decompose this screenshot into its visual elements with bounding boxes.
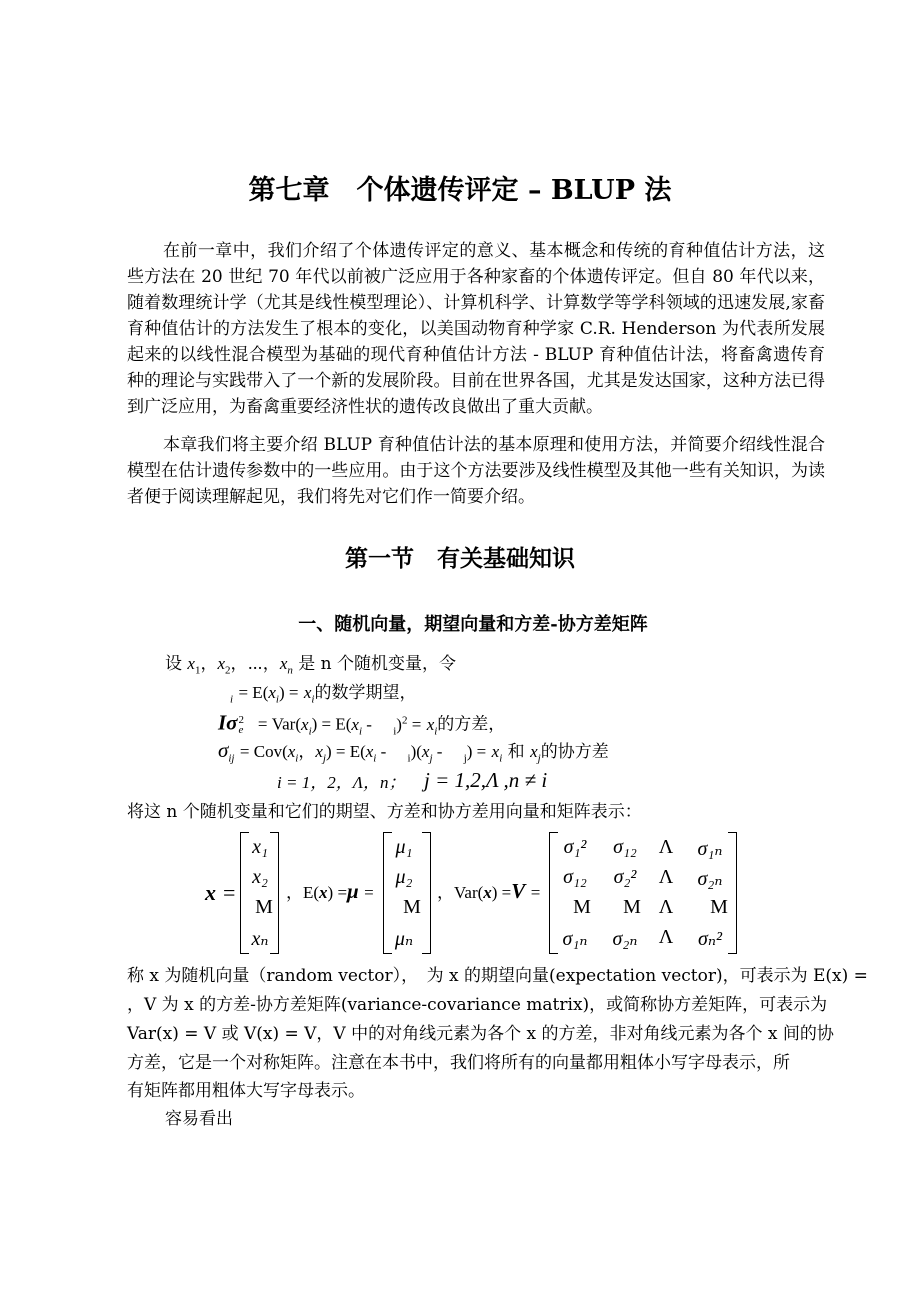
matrix-intro: 将这 n 个随机变量和它们的期望、方差和协方差用向量和矩阵表示： [127, 802, 642, 822]
mu-vector-cell: μ₁ [395, 836, 413, 858]
mu-vector-cell: M [403, 896, 421, 918]
x-vector-cell: M [255, 896, 273, 918]
v-matrix-cell: M [623, 896, 641, 918]
v-matrix-cell: Λ [658, 866, 674, 888]
vector-x-label: x = [205, 880, 236, 905]
v-matrix-cell: Λ [658, 926, 674, 948]
body-line: Var(x) = V 或 V(x) = V，V 中的对角线元素为各个 x 的方差，非对角线元素为各个 x 间的协 [127, 1024, 834, 1044]
subsection-title: 一、随机向量，期望向量和方差-协方差矩阵 [298, 614, 648, 635]
v-matrix-cell: Λ [658, 836, 674, 858]
v-matrix-cell: σ₁₂ [613, 836, 637, 858]
v-matrix-cell: σ₁ₙ [697, 838, 723, 860]
v-matrix-cell: σₙ² [698, 928, 722, 950]
mu-vector-cell: μₙ [394, 928, 414, 950]
intro-paragraph-2: 本章我们将主要介绍 BLUP 育种值估计法的基本原理和使用方法，并简要介绍线性混合模型在估计遗传参数中的一些应用。由于这个方法要涉及线性模型及其他一些有关知识，为读者便于阅读理解起见，我们将先对它们作一简要介绍。 [127, 435, 825, 507]
v-matrix-cell: σ₂² [613, 866, 637, 888]
variance-label: ，Var(x) =V = [437, 879, 541, 903]
x-vector-cell: xₙ [251, 928, 269, 950]
body-line: ，V 为 x 的方差-协方差矩阵(variance-covariance matrix)，或简称协方差矩阵，可表示为 [127, 995, 828, 1015]
v-matrix-cell: σ₂ₙ [697, 868, 723, 890]
intro-paragraph-1: 在前一章中，我们介绍了个体遗传评定的意义、基本概念和传统的育种值估计方法，这些方法在 20 世纪 70 年代以前被广泛应用于各种家畜的个体遗传评定。但自 80 年代以来，随着数理统计学（尤其是线性模型理论）、计算机科学、计算数学等学科领域的迅速发展,家畜育种值估计的方法发生了根本的变化，以美国动物育种学家 C.R. Henderson 为代表所发展起来的以线性混合模型为基础的现代育种值估计方法 - BLUP 育种值估计法，将畜禽遗传育种的理论与实践带入了一个新的发展阶段。目前在世界各国，尤其是发达国家，这种方法已得到广泛应用，为畜禽重要经济性状的遗传改良做出了重大贡献。 [127, 241, 825, 417]
def-line-2: $_i = E(x_i) = x_i$的数学期望， [230, 683, 417, 706]
body-line: 方差，它是一个对称矩阵。注意在本书中，我们将所有的向量都用粗体小写字母表示，所 [127, 1053, 790, 1073]
x-vector-right-bracket [270, 832, 279, 954]
v-matrix-cell: Λ [658, 896, 674, 918]
v-matrix-cell: σ₁² [563, 836, 587, 858]
v-matrix-cell: M [573, 896, 591, 918]
mu-vector-right-bracket [422, 832, 431, 954]
index-range-j: j = 1,2,Λ ,n ≠ i [424, 768, 548, 792]
v-matrix-cell: σ₂ₙ [612, 928, 638, 950]
expectation-label: ，E(x) =μ = [286, 879, 374, 903]
x-vector-cell: x₁ [252, 836, 268, 858]
body-line: 有矩阵都用粗体大写字母表示。 [127, 1081, 365, 1101]
chapter-title: 第七章 个体遗传评定 – BLUP 法 [248, 175, 672, 206]
body-line: 称 x 为随机向量（random vector）， 为 x 的期望向量(expectation vector)，可表示为 E(x) = [127, 966, 868, 986]
x-vector-cell: x₂ [252, 866, 268, 888]
v-matrix-cell: σ₁ₙ [562, 928, 588, 950]
index-range-i: i = 1，2，Λ，n； [277, 773, 406, 792]
body-line: 容易看出 [165, 1109, 233, 1129]
v-matrix-cell: M [710, 896, 728, 918]
def-line-3: Iσ2 $e = Var(x_i) = E(x_i$ - $_i)^2 = x_i$的方差， [218, 710, 506, 738]
section-title: 第一节 有关基础知识 [345, 545, 575, 572]
mu-vector-cell: μ₂ [395, 866, 413, 888]
def-line-1: 设 $x_1$，$x_2$，⋯，$x_n$ 是 n 个随机变量，令 [165, 654, 457, 677]
v-matrix-cell: σ₁₂ [563, 866, 587, 888]
def-line-4: $\sigma_{ij} = Cov(x_i$，$x_j) = E(x_i$ - $_i)(x_j$ - $_j) = x_i$ 和 $x_j$的协方差 [218, 738, 609, 765]
